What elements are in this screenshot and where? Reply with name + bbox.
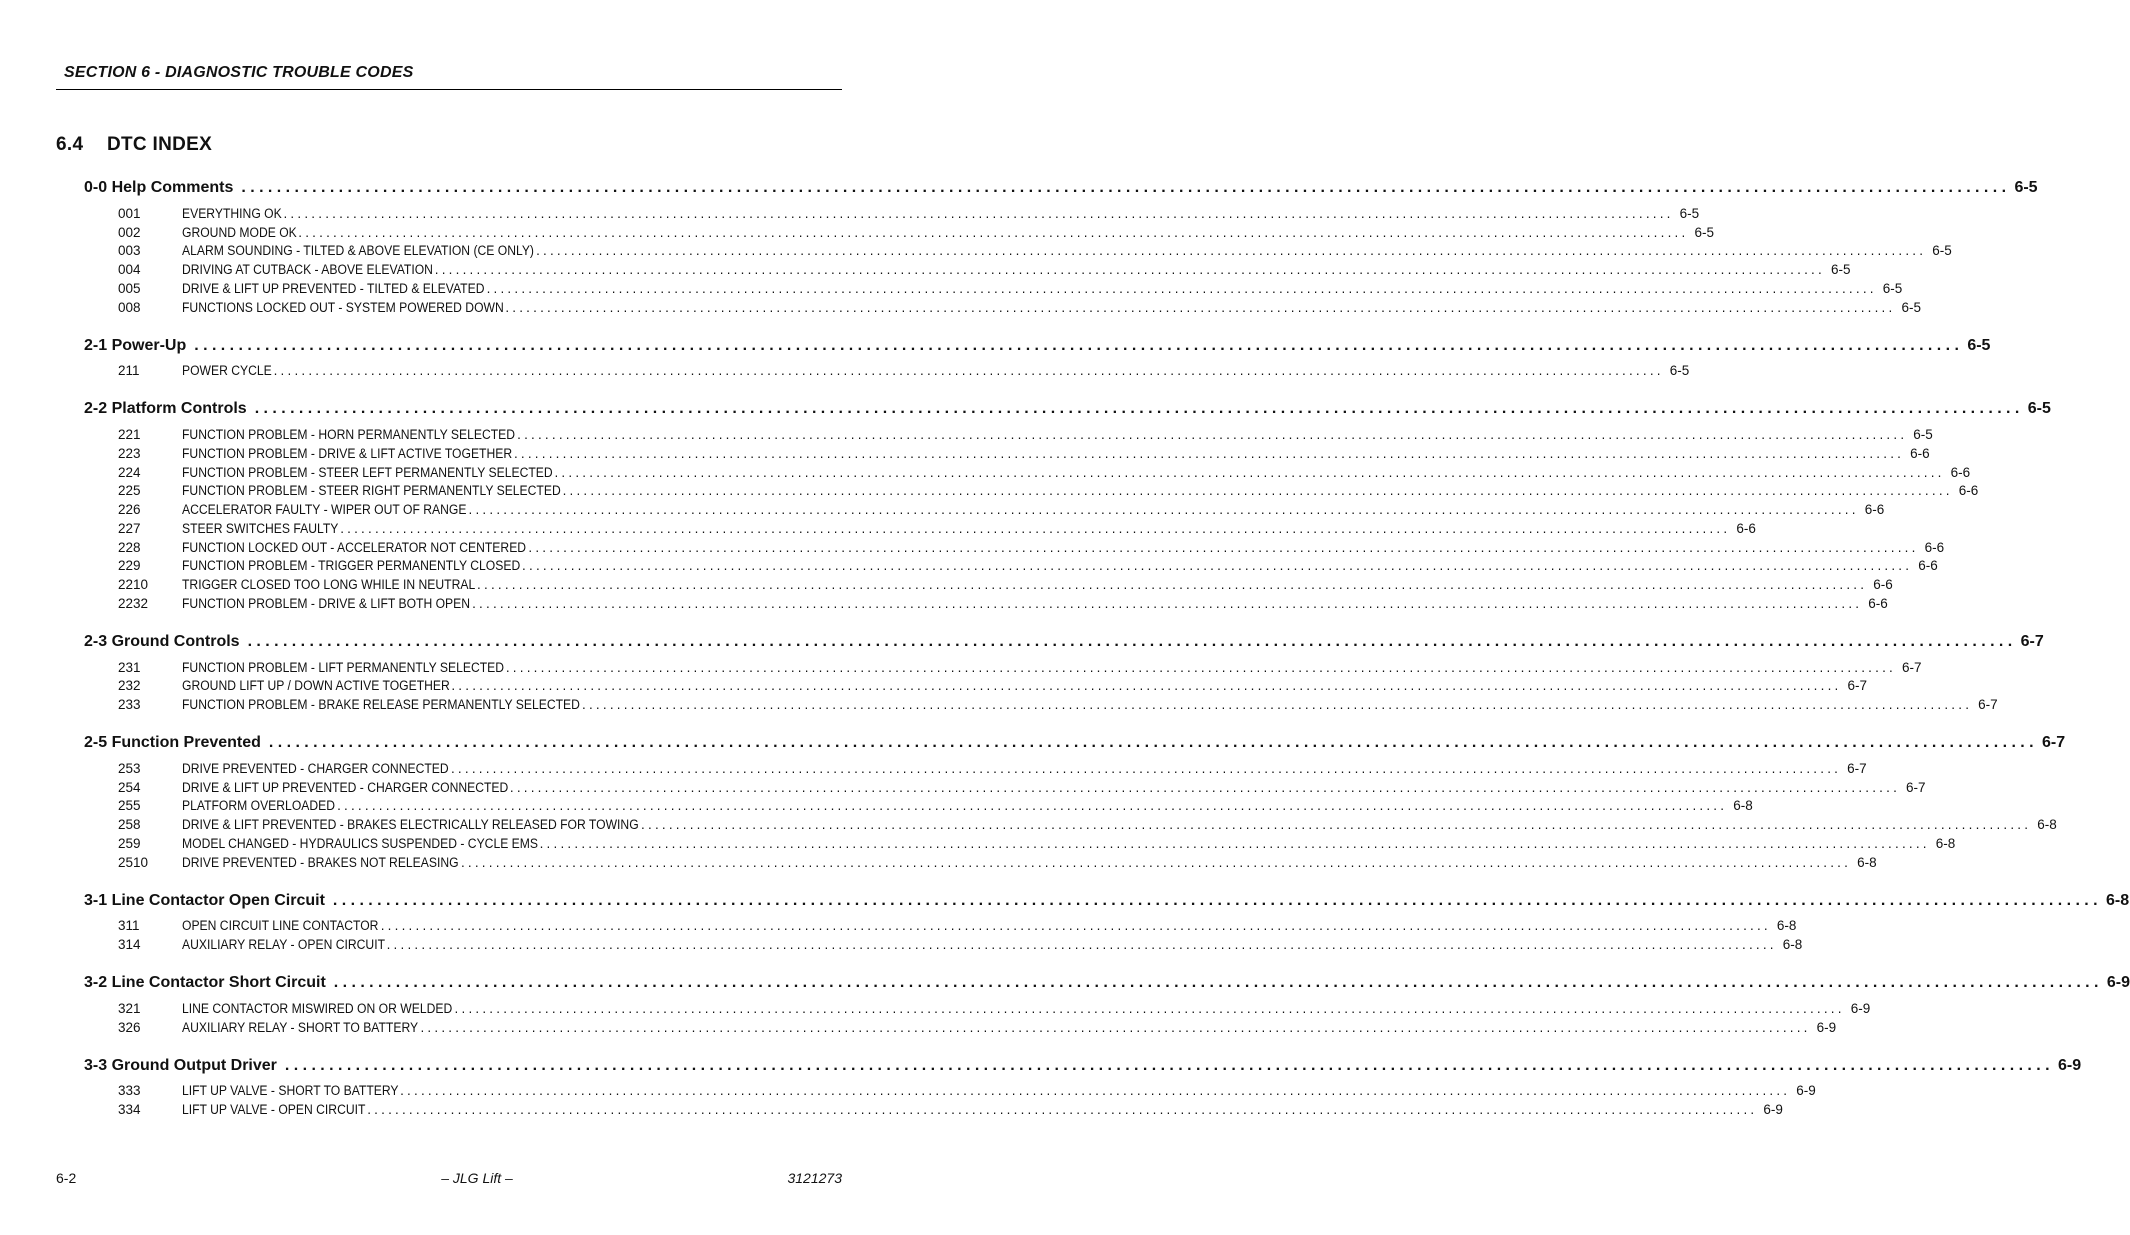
dot-leader: ........................................................................................................................................................................................................ [332, 891, 2102, 909]
dot-leader: ........................................................................................................................................................................................................ [528, 539, 1919, 555]
dtc-entry [84, 851, 1877, 870]
group-heading [84, 396, 2051, 418]
dtc-page: 6-5 [1882, 280, 1903, 296]
dtc-code: 001 [118, 205, 141, 221]
dtc-description-wrap [182, 918, 1771, 933]
dtc-entry [84, 592, 1888, 611]
dot-leader: ........................................................................................................................................................................................................ [582, 697, 1973, 712]
dtc-description: FUNCTION PROBLEM - HORN PERMANENTLY SELECTED [182, 427, 516, 442]
dtc-description: FUNCTION LOCKED OUT - ACCELERATOR NOT CENTERED [182, 539, 527, 555]
dtc-description-wrap [182, 761, 1841, 776]
dtc-index [84, 175, 2130, 1135]
dtc-description: LIFT UP VALVE - OPEN CIRCUIT [182, 1102, 366, 1117]
dtc-description: FUNCTION PROBLEM - DRIVE & LIFT ACTIVE TOGETHER [182, 445, 513, 461]
dot-leader: ........................................................................................................................................................................................................ [268, 734, 2038, 751]
dtc-description: OPEN CIRCUIT LINE CONTACTOR [182, 918, 379, 934]
dtc-description-wrap [182, 817, 2031, 832]
dot-leader: ........................................................................................................................................................................................................ [451, 678, 1842, 694]
dtc-code: 321 [118, 1000, 141, 1016]
dot-leader: ........................................................................................................................................................................................................ [562, 483, 1953, 499]
dtc-description: TRIGGER CLOSED TOO LONG WHILE IN NEUTRAL [182, 577, 476, 592]
dtc-description: GROUND LIFT UP / DOWN ACTIVE TOGETHER [182, 678, 450, 694]
dtc-page: 6-6 [1864, 502, 1885, 517]
group-title: 3-1 Line Contactor Open Circuit [84, 891, 325, 909]
dtc-group [84, 175, 2038, 315]
dtc-description: EVERYTHING OK [182, 205, 282, 221]
dtc-description: FUNCTION PROBLEM - DRIVE & LIFT BOTH OPEN [182, 595, 471, 611]
dtc-page: 6-6 [1910, 445, 1930, 461]
dtc-page: 6-6 [1924, 539, 1945, 555]
dtc-code: 311 [118, 918, 140, 934]
dtc-page: 6-6 [1918, 558, 1938, 574]
dtc-description: PLATFORM OVERLOADED [182, 798, 336, 814]
dot-leader: ........................................................................................................................................................................................................ [273, 363, 1664, 379]
dtc-description-wrap [182, 678, 1842, 693]
dtc-description: ACCELERATOR FAULTY - WIPER OUT OF RANGE [182, 502, 467, 517]
dtc-description-wrap [182, 697, 1972, 712]
dtc-description-wrap [182, 427, 1907, 442]
dtc-entry [84, 517, 1756, 536]
dot-leader: ........................................................................................................................................................................................................ [641, 817, 2032, 832]
dtc-code: 2510 [118, 854, 149, 870]
dtc-description: DRIVE & LIFT UP PREVENTED - CHARGER CONNECTED [182, 779, 509, 795]
dtc-description-wrap [182, 502, 1859, 517]
dtc-entry [84, 813, 2057, 832]
dtc-description-wrap [182, 363, 1664, 378]
dtc-entry [84, 757, 1867, 776]
dtc-page: 6-8 [1857, 854, 1877, 870]
group-heading [84, 333, 1991, 355]
dtc-entry [84, 480, 1979, 499]
dtc-code: 211 [118, 363, 140, 379]
dtc-entry [84, 240, 1952, 259]
dot-leader: ........................................................................................................................................................................................................ [468, 502, 1859, 517]
dtc-description-wrap [182, 225, 1688, 240]
dtc-code: 255 [118, 798, 141, 814]
dtc-entry [84, 693, 1998, 712]
dtc-group [84, 333, 1991, 379]
dtc-group [84, 888, 2130, 953]
dtc-description: FUNCTION PROBLEM - STEER LEFT PERMANENTLY SELECTED [182, 464, 553, 480]
dtc-page: 6-9 [1763, 1102, 1783, 1117]
dtc-entry [84, 221, 1714, 240]
dtc-code: 2210 [118, 577, 149, 592]
dtc-description-wrap [182, 243, 1926, 258]
dtc-description-wrap [182, 465, 1945, 480]
dtc-description-wrap [182, 836, 1930, 851]
dtc-group [84, 730, 2066, 870]
page-title [56, 134, 212, 156]
dtc-description-wrap [182, 1102, 1757, 1117]
dtc-entry [84, 296, 1921, 315]
dot-leader: ........................................................................................................................................................................................................ [386, 937, 1777, 952]
group-heading [84, 970, 2130, 992]
dtc-description: DRIVE & LIFT UP PREVENTED - TILTED & ELEVATED [182, 280, 485, 296]
group-title: 3-2 Line Contactor Short Circuit [84, 974, 326, 991]
dtc-entry [84, 915, 1797, 934]
dtc-code: 223 [118, 445, 141, 461]
dot-leader: ........................................................................................................................................................................................................ [194, 336, 1964, 354]
dtc-page: 6-6 [1950, 464, 1971, 480]
dtc-page: 6-5 [1901, 299, 1921, 315]
footer-page-number: 6-2 [56, 1170, 77, 1186]
dtc-page: 6-5 [1913, 427, 1933, 442]
dtc-description-wrap [182, 558, 1912, 573]
dtc-entry [84, 461, 1971, 480]
group-title: 2-2 Platform Controls [84, 400, 247, 418]
section-number: 6.4 [56, 134, 84, 155]
dtc-description-wrap [182, 577, 1867, 592]
dtc-entry [84, 573, 1893, 592]
dot-leader: ........................................................................................................................................................................................................ [298, 224, 1689, 240]
dtc-page: 6-7 [1906, 779, 1926, 795]
dtc-description: DRIVE PREVENTED - CHARGER CONNECTED [182, 760, 449, 776]
dtc-code: 229 [118, 558, 141, 574]
group-page: 6-5 [2014, 179, 2038, 196]
dtc-description: FUNCTION PROBLEM - STEER RIGHT PERMANENTLY SELECTED [182, 483, 561, 499]
dtc-group [84, 1053, 2082, 1118]
dtc-entry [84, 442, 1930, 461]
dtc-page: 6-6 [1868, 595, 1888, 611]
dot-leader: ........................................................................................................................................................................................................ [486, 280, 1877, 296]
dot-leader: ........................................................................................................................................................................................................ [522, 558, 1913, 574]
dtc-code: 226 [118, 502, 141, 517]
dtc-code: 333 [118, 1083, 141, 1099]
group-heading [84, 629, 2044, 651]
dtc-code: 004 [118, 262, 141, 277]
dtc-description: FUNCTION PROBLEM - BRAKE RELEASE PERMANENTLY SELECTED [182, 697, 580, 712]
dot-leader: ........................................................................................................................................................................................................ [505, 299, 1896, 315]
dtc-code: 259 [118, 835, 141, 851]
dtc-code: 231 [118, 659, 141, 675]
dtc-entry [84, 933, 1803, 952]
dot-leader: ........................................................................................................................................................................................................ [472, 595, 1863, 611]
dtc-code: 225 [118, 483, 141, 499]
dtc-description-wrap [182, 1020, 1811, 1035]
dot-leader: ........................................................................................................................................................................................................ [509, 779, 1901, 795]
dtc-code: 314 [118, 937, 141, 952]
dtc-group [84, 970, 2130, 1035]
dtc-page: 6-5 [1679, 205, 1700, 221]
dtc-description-wrap [182, 660, 1896, 675]
dtc-entry [84, 202, 1700, 221]
dtc-code: 254 [118, 779, 141, 795]
dtc-code: 228 [118, 539, 141, 555]
dtc-code: 221 [118, 427, 141, 442]
group-heading [84, 888, 2130, 910]
dtc-description: DRIVING AT CUTBACK - ABOVE ELEVATION [182, 262, 433, 277]
dot-leader: ........................................................................................................................................................................................................ [340, 520, 1731, 536]
dot-leader: ........................................................................................................................................................................................................ [505, 659, 1896, 675]
dtc-description: AUXILIARY RELAY - OPEN CIRCUIT [182, 937, 386, 952]
dtc-code: 005 [118, 280, 141, 296]
dtc-description: POWER CYCLE [182, 363, 272, 379]
dtc-description-wrap [182, 798, 1727, 813]
dtc-page: 6-7 [1847, 760, 1867, 776]
dtc-description: DRIVE & LIFT PREVENTED - BRAKES ELECTRICALLY RELEASED FOR TOWING [182, 817, 639, 832]
dot-leader: ........................................................................................................................................................................................................ [539, 835, 1930, 851]
dot-leader: ........................................................................................................................................................................................................ [254, 400, 2024, 418]
dtc-page: 6-8 [2037, 817, 2057, 832]
dot-leader: ........................................................................................................................................................................................................ [247, 632, 2017, 650]
group-page: 6-7 [2041, 734, 2066, 751]
group-page: 6-5 [1967, 336, 1991, 354]
dtc-page: 6-8 [1776, 918, 1797, 934]
group-page: 6-8 [2105, 891, 2130, 909]
dtc-code: 003 [118, 243, 141, 259]
group-heading [84, 1053, 2082, 1075]
dtc-page: 6-9 [1816, 1019, 1837, 1035]
dtc-code: 233 [118, 697, 141, 712]
dtc-entry [84, 776, 1926, 795]
dtc-page: 6-7 [1978, 697, 1998, 712]
dtc-entry [84, 360, 1690, 379]
dtc-page: 6-5 [1694, 224, 1714, 240]
group-page: 6-9 [2106, 974, 2130, 991]
dot-leader: ........................................................................................................................................................................................................ [554, 464, 1945, 480]
dtc-description-wrap [182, 855, 1851, 870]
dtc-entry [84, 656, 1922, 675]
group-title: 2-1 Power-Up [84, 336, 187, 354]
dtc-entry [84, 675, 1868, 694]
dtc-description-wrap [182, 1083, 1790, 1098]
dot-leader: ........................................................................................................................................................................................................ [333, 974, 2103, 991]
dot-leader: ........................................................................................................................................................................................................ [283, 205, 1674, 221]
group-title: 0-0 Help Comments [84, 179, 234, 196]
dtc-page: 6-9 [1796, 1083, 1816, 1099]
dot-leader: ........................................................................................................................................................................................................ [513, 445, 1905, 461]
section-header: SECTION 6 - DIAGNOSTIC TROUBLE CODES [64, 64, 414, 81]
dtc-entry [84, 555, 1938, 574]
group-page: 6-7 [2020, 632, 2044, 650]
dtc-description-wrap [182, 540, 1919, 555]
dtc-description-wrap [182, 446, 1904, 461]
dtc-description-wrap [182, 521, 1730, 536]
dtc-page: 6-5 [1830, 262, 1851, 277]
dtc-entry [84, 258, 1851, 277]
dtc-description: STEER SWITCHES FAULTY [182, 520, 339, 536]
dtc-page: 6-8 [1733, 798, 1753, 814]
dtc-code: 326 [118, 1019, 141, 1035]
dtc-description-wrap [182, 483, 1953, 498]
dtc-description-wrap [182, 281, 1877, 296]
dtc-description-wrap [182, 206, 1674, 221]
dot-leader: ........................................................................................................................................................................................................ [284, 1056, 2054, 1074]
footer-doc-number: 3121273 [787, 1170, 842, 1186]
dtc-code: 258 [118, 817, 141, 832]
dtc-entry [84, 536, 1945, 555]
dtc-page: 6-6 [1958, 483, 1979, 499]
dtc-entry [84, 795, 1753, 814]
dot-leader: ........................................................................................................................................................................................................ [337, 798, 1728, 814]
dtc-code: 224 [118, 464, 141, 480]
dot-leader: ........................................................................................................................................................................................................ [241, 179, 2011, 196]
dtc-page: 6-7 [1902, 659, 1922, 675]
dot-leader: ........................................................................................................................................................................................................ [536, 243, 1927, 259]
dot-leader: ........................................................................................................................................................................................................ [460, 854, 1852, 870]
section-title: DTC INDEX [107, 134, 213, 155]
dtc-description: FUNCTION PROBLEM - TRIGGER PERMANENTLY CLOSED [182, 558, 521, 574]
group-heading [84, 175, 2038, 197]
footer-brand: – JLG Lift – [441, 1170, 513, 1186]
dot-leader: ........................................................................................................................................................................................................ [380, 918, 1771, 934]
dtc-entry [84, 1098, 1783, 1117]
dtc-description-wrap [182, 300, 1895, 315]
dtc-description: FUNCTIONS LOCKED OUT - SYSTEM POWERED DOWN [182, 299, 504, 315]
dtc-description-wrap [182, 780, 1900, 795]
group-heading [84, 730, 2066, 752]
dtc-description: FUNCTION PROBLEM - LIFT PERMANENTLY SELECTED [182, 659, 505, 675]
dot-leader: ........................................................................................................................................................................................................ [434, 262, 1825, 277]
dot-leader: ........................................................................................................................................................................................................ [477, 577, 1868, 592]
dtc-page: 6-8 [1782, 937, 1803, 952]
dtc-description-wrap [182, 1001, 1845, 1016]
dtc-page: 6-8 [1935, 835, 1956, 851]
dtc-description: LIFT UP VALVE - SHORT TO BATTERY [182, 1083, 399, 1099]
dtc-group [84, 629, 2044, 712]
group-title: 3-3 Ground Output Driver [84, 1056, 277, 1074]
dtc-description-wrap [182, 937, 1777, 952]
dtc-page: 6-5 [1669, 363, 1690, 379]
group-title: 2-5 Function Prevented [84, 734, 261, 751]
dtc-code: 334 [118, 1102, 141, 1117]
dtc-code: 227 [118, 520, 141, 536]
dot-leader: ........................................................................................................................................................................................................ [517, 427, 1908, 442]
dtc-description: GROUND MODE OK [182, 224, 297, 240]
dtc-entry [84, 1016, 1837, 1035]
dtc-page: 6-9 [1850, 1000, 1871, 1016]
dtc-group [84, 396, 2051, 611]
dtc-page: 6-6 [1873, 577, 1893, 592]
dtc-entry [84, 997, 1871, 1016]
dtc-entry [84, 832, 1956, 851]
dtc-page: 6-6 [1736, 520, 1756, 536]
dot-leader: ........................................................................................................................................................................................................ [400, 1083, 1791, 1099]
dtc-page: 6-7 [1847, 678, 1868, 694]
dtc-code: 253 [118, 760, 141, 776]
dtc-entry [84, 423, 1933, 442]
dtc-description-wrap [182, 262, 1825, 277]
dtc-description: ALARM SOUNDING - TILTED & ABOVE ELEVATION (CE ONLY) [182, 243, 534, 259]
dtc-description: MODEL CHANGED - HYDRAULICS SUSPENDED - CYCLE EMS [182, 835, 539, 851]
dot-leader: ........................................................................................................................................................................................................ [420, 1019, 1811, 1035]
dot-leader: ........................................................................................................................................................................................................ [450, 760, 1842, 776]
dtc-page: 6-5 [1932, 243, 1952, 259]
group-page: 6-9 [2057, 1056, 2082, 1074]
dtc-code: 232 [118, 678, 141, 694]
dtc-entry [84, 498, 1885, 517]
dtc-entry [84, 1080, 1816, 1099]
header-rule [56, 89, 842, 90]
dtc-code: 2232 [118, 595, 149, 611]
dtc-entry [84, 277, 1903, 296]
group-page: 6-5 [2027, 400, 2051, 418]
dtc-description: AUXILIARY RELAY - SHORT TO BATTERY [182, 1019, 419, 1035]
dot-leader: ........................................................................................................................................................................................................ [367, 1102, 1758, 1117]
group-title: 2-3 Ground Controls [84, 632, 240, 650]
dtc-description: DRIVE PREVENTED - BRAKES NOT RELEASING [182, 854, 459, 870]
dtc-code: 008 [118, 299, 141, 315]
dot-leader: ........................................................................................................................................................................................................ [454, 1000, 1845, 1016]
dtc-code: 002 [118, 224, 141, 240]
dtc-description-wrap [182, 596, 1862, 611]
dtc-description: LINE CONTACTOR MISWIRED ON OR WELDED [182, 1000, 453, 1016]
